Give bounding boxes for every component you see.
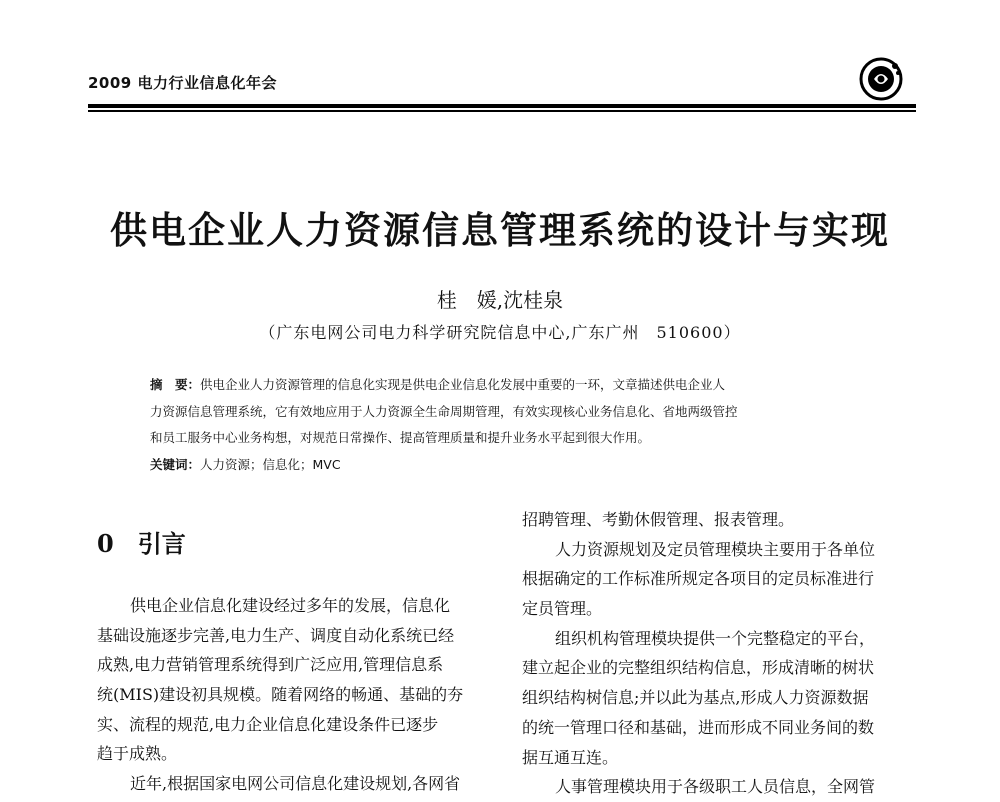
authors: 桂 媛,沈桂泉 xyxy=(436,288,564,312)
abstract-block xyxy=(150,372,870,478)
text-line: 成熟,电力营销管理系统得到广泛应用,管理信息系 xyxy=(97,655,444,675)
text-line: 统(MIS)建设初具规模。随着网络的畅通、基础的夯 xyxy=(97,685,464,705)
text-line: 趋于成熟。 xyxy=(97,744,178,764)
abstract-line xyxy=(150,372,870,399)
keywords-label: 关键词： xyxy=(150,456,201,472)
text-line: 基础设施逐步完善,电力生产、调度自动化系统已经 xyxy=(97,625,455,645)
text-line-partial: 近年,根据国家电网公司信息化建设规划,各网省 xyxy=(130,774,461,794)
keywords-text: 人力资源；信息化；MVC xyxy=(200,456,341,472)
abstract-label: 摘 要： xyxy=(150,377,201,392)
text-line: 组织机构管理模块提供一个完整稳定的平台， xyxy=(555,628,876,648)
conference-logo-icon xyxy=(858,56,904,102)
left-column xyxy=(97,528,492,794)
text-line: 招聘管理、考勤休假管理、报表管理。 xyxy=(522,510,795,529)
text-line: 供电企业信息化建设经过多年的发展，信息化 xyxy=(130,596,451,615)
header-rule-thick xyxy=(88,104,916,108)
text-line: 建立起企业的完整组织结构信息，形成清晰的树状 xyxy=(522,658,875,678)
paper-title: 供电企业人力资源信息管理系统的设计与实现 xyxy=(110,208,890,252)
text-line: 的统一管理口径和基础，进而形成不同业务间的数 xyxy=(522,717,875,737)
conference-header: 2009 电力行业信息化年会 xyxy=(88,74,277,92)
affiliation: （广东电网公司电力科学研究院信息中心,广东广州 510600） xyxy=(259,323,741,342)
abstract-text: 供电企业人力资源管理的信息化实现是供电企业信息化发展中重要的一环，文章描述供电企业人 xyxy=(200,377,726,392)
text-line: 人力资源规划及定员管理模块主要用于各单位 xyxy=(555,539,876,559)
text-line: 实、流程的规范,电力企业信息化建设条件已逐步 xyxy=(97,714,439,734)
text-line: 据互通互连。 xyxy=(522,747,619,767)
keywords-line xyxy=(150,452,870,479)
text-line: 组织结构树信息;并以此为基点,形成人力资源数据 xyxy=(522,688,869,708)
text-line-partial: 人事管理模块用于各级职工人员信息，全网管 xyxy=(555,777,876,797)
text-line: 根据确定的工作标准所规定各项目的定员标准进行 xyxy=(522,569,875,589)
header-rule-thin xyxy=(88,110,916,112)
right-column xyxy=(522,505,917,797)
abstract-line: 和员工服务中心业务构想，对规范日常操作、提高管理质量和提升业务水平起到很大作用。 xyxy=(150,430,651,445)
section-heading-introduction: 0 引言 xyxy=(97,529,186,558)
abstract-line: 力资源信息管理系统，它有效地应用于人力资源全生命周期管理，有效实现核心业务信息化、省地两级管控 xyxy=(150,403,738,419)
text-line: 定员管理。 xyxy=(522,599,603,619)
intro-paragraph xyxy=(97,591,492,794)
